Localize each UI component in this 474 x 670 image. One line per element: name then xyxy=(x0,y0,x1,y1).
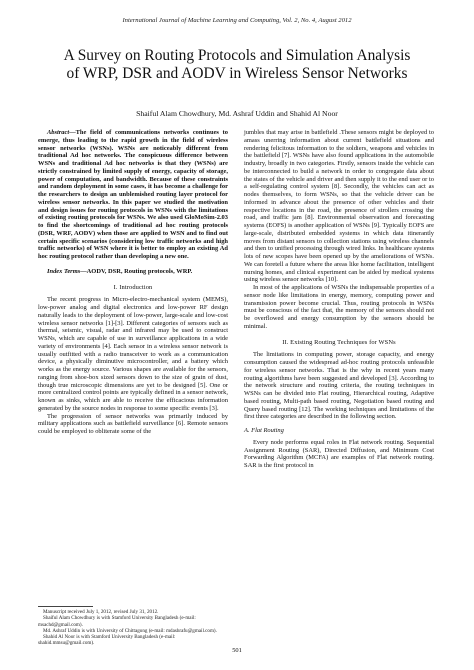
index-terms xyxy=(38,268,228,276)
section-heading-routing-techniques: II. Existing Routing Techniques for WSNs xyxy=(282,338,396,346)
title-line-2: of WRP, DSR and AODV in Wireless Sensor Networks xyxy=(66,64,408,82)
footnote: Manuscript received July 1, 2012, revised July 31, 2012. xyxy=(43,609,159,615)
paragraph: In most of the applications of WSNs the indispensable properties of a sensor node like limitations in energy, memory, computing power and transmission power become crucial. Thus, routing protocols in WSNs must be conscious of the fact that, the memory of the sensors should not be overflowed and energy consumption by the sensors should be minimal. xyxy=(244,284,434,330)
author-list: Shaiful Alam Chowdhury, Md. Ashraf Uddin and Shahid Al Noor xyxy=(136,109,338,118)
index-terms-label: Index Terms xyxy=(47,267,81,275)
title-line-1: A Survey on Routing Protocols and Simulation Analysis xyxy=(63,47,411,64)
paragraph: The recent progress in Micro-electro-mechanical system (MEMS), low-power analog and digital electronics and low-power RF design naturally leads to the deployment of low-power, large-scale and low-cost wireless sensor networks [1]-[3]. Different categories of sensors such as thermal, seismic, visual, radar and infrared may be used to construct WSNs, which are capable of use in surveillance applications in a wide variety of environments [4]. Each sensor in a wireless sensor network is usually outfitted with a radio transceiver to work as a communication device, a physically diminutive microcontroller, and a battery which works as the energy source. Various shapes are available for the sensors, ranging from shoe-box sized sensors down to the size of grain of dust, though true microscopic dimensions are yet to be designed [5]. One or more centralized control points are typically defined in a sensor network, known as sinks, which are able to receive the efficacious information generated by the source nodes in response to some specific events [3]. xyxy=(38,296,228,412)
page-number: 501 xyxy=(232,647,242,654)
footnotes xyxy=(38,606,228,647)
abstract-text: —The field of communications networks continues to emerge, thus leading to the rapid growth in the field of wireless sensor networks (WSNs). WSNs are noticeably different from traditional Ad hoc networks. The conspicuous difference between WSNs and traditional Ad hoc networks is that they (WSNs) are strictly constrained by limited supply of energy, capacity of storage, power of computation, and bandwidth. Because of these constraints and random deployment in some cases, it has become a challenge for the researchers to design an unblemished routing layer protocol for wireless sensor networks. In this paper we studied the motivation and design issues for routing protocols in WSNs with the limitations of existing routing protocols for WSNs. We also used GloMoSim-2.03 to find the shortcomings of traditional ad hoc routing protocols (DSR, WRF, AODV) when those are applied to WSN and to find out certain specific scenarios (considering low traffic networks and high traffic networks) of WSN where it is better to employ an existing Ad hoc routing protocol rather than developing a new one. xyxy=(38,129,228,260)
footnote: Shaiful Alam Chowdhury is with Stamford University Bangladesh (e-mail: msachd@gmail.com). xyxy=(38,615,196,628)
section-heading-introduction: I. Introduction xyxy=(113,283,153,291)
paragraph: Every node performs equal roles in Flat network routing. Sequential Assignment Routing (SAR), Directed Diffusion, and Minimum Cost Forwarding Algorithm (MCFA) are examples of Flat network routing. SAR is the first protocol in xyxy=(244,438,434,469)
footnote-rule xyxy=(38,606,93,607)
right-column xyxy=(244,129,434,629)
paragraph: The progression of sensor networks was primarily induced by military applications such as battlefield surveillance [6]. Remote sensors could be employed to obliterate some of the xyxy=(38,412,228,435)
abstract xyxy=(38,129,228,261)
footnote: Shahid Al Noor is with Stamford University Bangladesh (e-mail: shahid.mmsu@gmail.com). xyxy=(38,634,176,647)
paragraph: The limitations in computing power, storage capacity, and energy consumption caused the widespread ad-hoc routing protocols unfeasible for wireless sensor networks. That is the why in recent years many routing algorithms have been suggested and developed [3]. According to the network structure and routing criteria, the routing techniques in WSNs can be divided into Flat routing, Hierarchical routing, Adaptive based routing, Multi-path based routing, Negotiation based routing and Query based routing [12]. The working techniques and limitations of the first three categories are described in the following section. xyxy=(244,351,434,421)
paragraph: jumbles that may arise in battlefield .These sensors might be deployed to amass unerring information about current battlefield situations and rendering felicitous information to the soldiers, weapons and vehicles in the battlefield [7]. WSNs have also found applications in the automobile industry, broadly in two categories. Firstly, sensors inside the vehicle can be interconnected to build a network in order to congregate data about the states of the vehicle and driver and then supply it to the end user or to a self-regulating control system [8]. Secondly, the vehicles can act as nodes themselves, to form WSNs, so that the vehicle driver can be informed in advance about the presence of other vehicles and their respective locations in the road, the presence of strollers crossing the road, and traffic jam [8]. Environmental observation and forecasting systems (EOFS) is another application of WSNs [9]. Typically EOFS are large-scale, distributed embedded systems in which data itinerantly moves from distant sensors to collection stations using wireless channels and then to unified processing through wired links. In healthcare systems lots of new scopes have been opened up by the ameliorations of WSNs. We can foretell a future where the areas like home facilitation, intelligent nursing homes, and clinical experiment can be aided by medical systems using wireless sensor networks [10]. xyxy=(244,129,434,284)
footnote: Md. Ashraf Uddin is with University of Chittagong (e-mail: mdashrafu@gmail.com). xyxy=(43,627,217,634)
journal-header: International Journal of Machine Learning and Computing, Vol. 2, No. 4, August 2012 xyxy=(122,17,352,24)
left-column xyxy=(38,129,228,603)
subsection-heading-flat-routing: A. Flat Routing xyxy=(244,427,284,434)
paper-title xyxy=(30,47,444,82)
abstract-label: Abstract xyxy=(47,129,70,136)
index-terms-text: —AODV, DSR, Routing protocols, WRP. xyxy=(80,267,193,275)
